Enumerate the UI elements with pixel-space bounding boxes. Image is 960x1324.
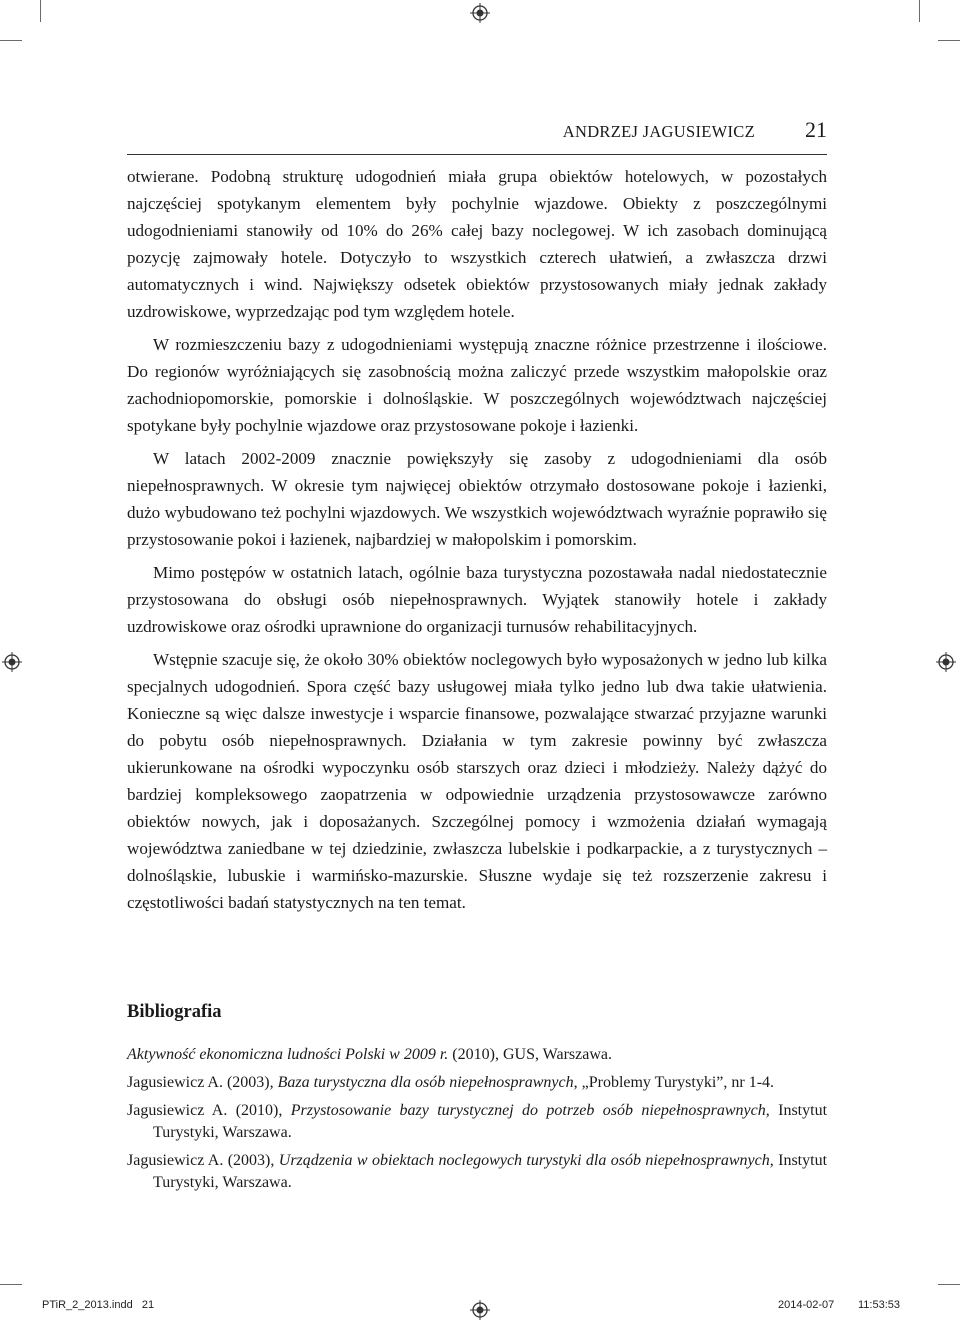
bib-author: Jagusiewicz A. (2010), (127, 1102, 291, 1119)
page-number: 21 (805, 117, 827, 142)
bib-author: Jagusiewicz A. (2003), (127, 1074, 278, 1091)
bibliography-heading: Bibliografia (127, 1002, 222, 1022)
bib-author: Jagusiewicz A. (2003), (127, 1152, 279, 1169)
slug-file: PTiR_2_2013.indd 21 (42, 1299, 155, 1311)
slug-date: 2014-02-07 (778, 1299, 835, 1311)
crop-mark (938, 40, 960, 41)
bibliography-list (127, 1044, 827, 1200)
bib-title: Aktywność ekonomiczna ludności Polski w 2009 r. (127, 1046, 449, 1063)
running-head-author: ANDRZEJ JAGUSIEWICZ (562, 122, 755, 141)
bibliography-entry (127, 1100, 827, 1144)
bibliography-entry (127, 1072, 827, 1094)
bibliography-entry (127, 1150, 827, 1194)
bib-details: , Instytut Turystyki, Warszawa. (153, 1102, 828, 1141)
bib-details: , „Problemy Turystyki”, nr 1-4. (573, 1074, 775, 1091)
bib-title: Baza turystyczna dla osób niepełnosprawnych (277, 1074, 574, 1091)
slug-time: 11:53:53 (858, 1299, 901, 1311)
bib-title: Urządzenia w obiektach noclegowych turystyki dla osób niepełnosprawnych (278, 1152, 770, 1169)
registration-mark-icon (2, 652, 22, 672)
body-text (127, 163, 827, 922)
running-head (127, 118, 827, 155)
paragraph: Wstępnie szacuje się, że około 30% obiektów noclegowych było wyposażonych w jedno lub kilka specjalnych udogodnień. Spora część bazy usługowej miała tylko jedno lub dwa takie ułatwienia. Konieczne są więc dalsze inwestycje i wsparcie finansowe, pozwalające stwarzać przyjazne warunki do pobytu osób niepełnosprawnych. Działania w tym zakresie powinny być zwłaszcza ukierunkowane na ośrodki wypoczynku osób starszych oraz dzieci i młodzieży. Należy dążyć do bardziej kompleksowego zaopatrzenia w odpowiednie urządzenia przystosowawcze zarówno obiektów nowych, jak i doposażanych. Szczególnej pomocy i wzmożenia działań wymagają województwa zaniedbane w tej dziedzinie, zwłaszcza lubelskie i podkarpackie, a z turystycznych – dolnośląskie, lubuskie i warmińsko-mazurskie. Słuszne wydaje się też rozszerzenie zakresu i częstotliwości badań statystycznych na ten temat. (127, 650, 827, 912)
paragraph: Mimo postępów w ostatnich latach, ogólnie baza turystyczna pozostawała nadal niedostatecznie przystosowana do obsługi osób niepełnosprawnych. Wyjątek stanowiły hotele i zakłady uzdrowiskowe oraz ośrodki uprawnione do organizacji turnusów rehabilitacyjnych. (127, 563, 827, 636)
crop-mark (938, 1284, 960, 1285)
paragraph: otwierane. Podobną strukturę udogodnień miała grupa obiektów hotelowych, w pozostałych najczęściej spotykanym elementem były pochylnie wjazdowe. Obiekty z poszczególnymi udogodnieniami stanowiły od 10% do 26% całej bazy noclegowej. W ich zasobach dominującą pozycję zajmowały hotele. Dotyczyło to wszystkich czterech ułatwień, a zwłaszcza drzwi automatycznych i wind. Największy odsetek obiektów przystosowanych miały jednak zakłady uzdrowiskowe, wyprzedzając pod tym względem hotele. (127, 167, 827, 321)
bib-details: (2010), GUS, Warszawa. (448, 1046, 613, 1063)
crop-mark (919, 0, 920, 22)
registration-mark-icon (936, 652, 956, 672)
crop-mark (0, 1284, 22, 1285)
crop-mark (40, 0, 41, 22)
crop-mark (0, 40, 22, 41)
bib-details: , Instytut Turystyki, Warszawa. (153, 1152, 828, 1191)
registration-mark-icon (470, 3, 490, 23)
bib-title: Przystosowanie bazy turystycznej do potrzeb osób niepełnosprawnych (290, 1102, 766, 1119)
bibliography-entry (127, 1044, 827, 1066)
registration-mark-icon (470, 1300, 490, 1320)
paragraph: W latach 2002-2009 znacznie powiększyły się zasoby z udogodnieniami dla osób niepełnosprawnych. W okresie tym najwięcej obiektów otrzymało dostosowane pokoje i łazienki, dużo wybudowano też pochylni wjazdowych. We wszystkich województwach wyraźnie poprawiło się przystosowanie pokoi i łazienek, najbardziej w małopolskim i pomorskim. (127, 449, 827, 549)
paragraph: W rozmieszczeniu bazy z udogodnieniami występują znaczne różnice przestrzenne i ilościowe. Do regionów wyróżniających się zasobnością można zaliczyć przede wszystkim małopolskie oraz zachodniopomorskie, pomorskie i dolnośląskie. W poszczególnych województwach najczęściej spotykane były pochylnie wjazdowe oraz przystosowane pokoje i łazienki. (127, 335, 827, 435)
